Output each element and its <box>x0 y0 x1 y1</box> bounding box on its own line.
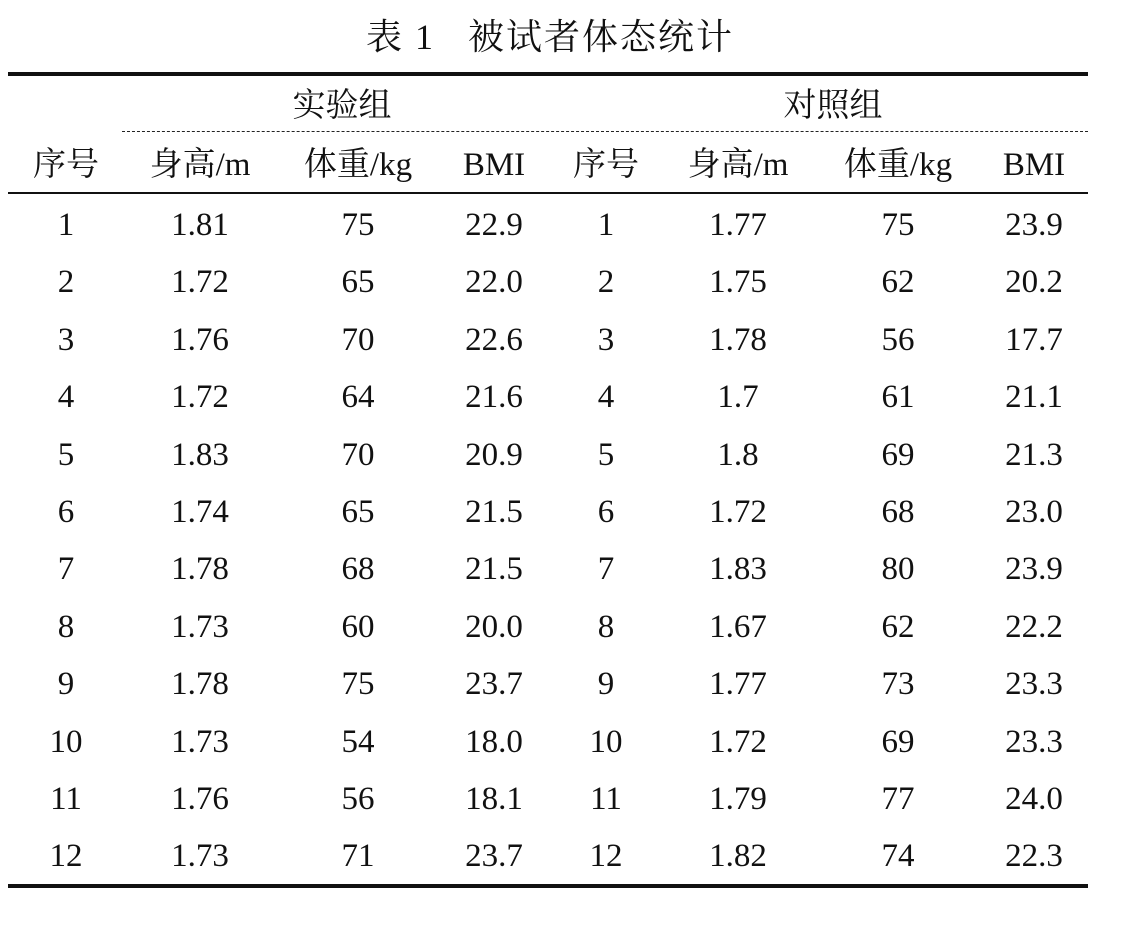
cell-exp-bmi: 20.9 <box>465 436 523 473</box>
table-row <box>0 540 1136 597</box>
table-row <box>0 368 1136 425</box>
cell-exp-weight: 70 <box>341 321 375 358</box>
column-header-ctrl-weight: 体重/kg <box>843 147 953 183</box>
cell-exp-weight: 70 <box>341 436 375 473</box>
cell-ctrl-index: 12 <box>589 838 623 875</box>
cell-ctrl-bmi: 23.9 <box>1005 207 1063 243</box>
cell-exp-bmi: 18.0 <box>465 723 523 760</box>
cell-exp-height: 1.81 <box>171 207 229 243</box>
cell-exp-index: 8 <box>57 608 75 645</box>
cell-ctrl-height: 1.67 <box>709 608 767 645</box>
cell-exp-index: 11 <box>50 780 82 817</box>
cell-exp-bmi: 21.5 <box>465 551 523 588</box>
table-row <box>0 598 1136 655</box>
cell-ctrl-index: 9 <box>597 666 615 703</box>
column-header-exp-bmi: BMI <box>462 147 526 183</box>
table-row <box>0 426 1136 483</box>
cell-exp-index: 7 <box>57 551 75 588</box>
cell-exp-weight: 75 <box>341 207 375 243</box>
cell-exp-height: 1.73 <box>171 608 229 645</box>
cell-exp-height: 1.76 <box>171 780 229 817</box>
table-row <box>0 827 1136 884</box>
cell-ctrl-bmi: 23.3 <box>1005 723 1063 760</box>
cell-exp-weight: 68 <box>341 551 375 588</box>
cell-exp-bmi: 18.1 <box>465 780 523 817</box>
cell-ctrl-bmi: 17.7 <box>1005 321 1063 358</box>
cell-exp-bmi: 22.6 <box>465 321 523 358</box>
cell-ctrl-index: 11 <box>590 780 622 817</box>
cell-exp-weight: 65 <box>341 493 375 530</box>
cell-ctrl-bmi: 21.3 <box>1005 436 1063 473</box>
cell-ctrl-index: 7 <box>597 551 615 588</box>
cell-exp-bmi: 23.7 <box>465 666 523 703</box>
cell-exp-height: 1.72 <box>171 264 229 301</box>
table-row <box>0 770 1136 827</box>
cell-ctrl-weight: 68 <box>881 493 915 530</box>
cell-ctrl-bmi: 22.2 <box>1005 608 1063 645</box>
cell-ctrl-weight: 61 <box>881 379 915 416</box>
table-row <box>0 311 1136 368</box>
cell-ctrl-height: 1.8 <box>717 436 759 473</box>
cell-ctrl-height: 1.77 <box>709 207 767 243</box>
cell-ctrl-height: 1.82 <box>709 838 767 875</box>
cell-ctrl-weight: 69 <box>881 436 915 473</box>
cell-ctrl-index: 5 <box>597 436 615 473</box>
cell-ctrl-index: 4 <box>597 379 615 416</box>
column-header-ctrl-index: 序号 <box>573 147 639 183</box>
cell-exp-weight: 75 <box>341 666 375 703</box>
cell-ctrl-height: 1.83 <box>709 551 767 588</box>
cell-ctrl-weight: 56 <box>881 321 915 358</box>
cell-exp-bmi: 23.7 <box>465 838 523 875</box>
cell-ctrl-weight: 75 <box>881 207 915 243</box>
group-header-experimental: 实验组 <box>292 88 392 124</box>
cell-exp-bmi: 21.5 <box>465 493 523 530</box>
cell-exp-height: 1.83 <box>171 436 229 473</box>
cell-exp-index: 9 <box>57 666 75 703</box>
cell-ctrl-bmi: 23.9 <box>1005 551 1063 588</box>
cell-ctrl-weight: 73 <box>881 666 915 703</box>
column-header-exp-height: 身高/m <box>149 147 251 183</box>
cell-exp-weight: 56 <box>341 780 375 817</box>
cell-exp-weight: 71 <box>341 838 375 875</box>
cell-exp-height: 1.76 <box>171 321 229 358</box>
cell-ctrl-weight: 80 <box>881 551 915 588</box>
table-row <box>0 713 1136 770</box>
cell-exp-index: 2 <box>57 264 75 301</box>
table-row <box>0 655 1136 712</box>
cell-ctrl-height: 1.78 <box>709 321 767 358</box>
cell-exp-height: 1.74 <box>171 493 229 530</box>
cell-ctrl-weight: 62 <box>881 264 915 301</box>
table-row <box>0 483 1136 540</box>
cell-exp-weight: 65 <box>341 264 375 301</box>
cell-ctrl-height: 1.7 <box>717 379 759 416</box>
cell-exp-bmi: 20.0 <box>465 608 523 645</box>
cell-ctrl-bmi: 24.0 <box>1005 780 1063 817</box>
cell-ctrl-index: 6 <box>597 493 615 530</box>
table-header-rule <box>8 192 1088 194</box>
cell-ctrl-index: 1 <box>597 207 615 243</box>
cell-ctrl-bmi: 20.2 <box>1005 264 1063 301</box>
cell-ctrl-weight: 69 <box>881 723 915 760</box>
cell-exp-height: 1.73 <box>171 723 229 760</box>
cell-exp-index: 5 <box>57 436 75 473</box>
cell-exp-weight: 54 <box>341 723 375 760</box>
column-header-row <box>0 138 1136 192</box>
cell-exp-weight: 60 <box>341 608 375 645</box>
cell-exp-index: 12 <box>49 838 83 875</box>
cell-ctrl-height: 1.79 <box>709 780 767 817</box>
cell-ctrl-weight: 74 <box>881 838 915 875</box>
cell-exp-index: 4 <box>57 379 75 416</box>
cell-exp-height: 1.78 <box>171 551 229 588</box>
cell-ctrl-bmi: 23.3 <box>1005 666 1063 703</box>
column-header-ctrl-height: 身高/m <box>687 147 789 183</box>
table-bottom-rule <box>8 884 1088 888</box>
table-caption: 表 1 被试者体态统计 <box>365 17 734 57</box>
cell-ctrl-bmi: 21.1 <box>1005 379 1063 416</box>
table-row <box>0 253 1136 310</box>
cell-ctrl-index: 3 <box>597 321 615 358</box>
cell-ctrl-height: 1.72 <box>709 493 767 530</box>
cell-exp-index: 3 <box>57 321 75 358</box>
column-header-exp-weight: 体重/kg <box>303 147 413 183</box>
cell-ctrl-bmi: 23.0 <box>1005 493 1063 530</box>
cell-exp-height: 1.72 <box>171 379 229 416</box>
cell-ctrl-height: 1.75 <box>709 264 767 301</box>
cell-ctrl-weight: 62 <box>881 608 915 645</box>
cell-ctrl-height: 1.77 <box>709 666 767 703</box>
cell-exp-bmi: 21.6 <box>465 379 523 416</box>
cell-exp-index: 10 <box>49 723 83 760</box>
cell-exp-height: 1.78 <box>171 666 229 703</box>
table-row <box>0 196 1136 253</box>
cell-exp-weight: 64 <box>341 379 375 416</box>
column-header-ctrl-bmi: BMI <box>1002 147 1066 183</box>
cell-ctrl-bmi: 22.3 <box>1005 838 1063 875</box>
cell-ctrl-weight: 77 <box>881 780 915 817</box>
table-body <box>0 196 1136 885</box>
cell-exp-index: 6 <box>57 493 75 530</box>
group-header-divider <box>122 131 1088 132</box>
cell-exp-bmi: 22.9 <box>465 207 523 243</box>
cell-exp-index: 1 <box>57 207 75 243</box>
cell-exp-height: 1.73 <box>171 838 229 875</box>
group-header-control: 对照组 <box>783 88 883 124</box>
cell-ctrl-index: 10 <box>589 723 623 760</box>
column-header-exp-index: 序号 <box>33 147 99 183</box>
cell-ctrl-height: 1.72 <box>709 723 767 760</box>
cell-ctrl-index: 2 <box>597 264 615 301</box>
cell-ctrl-index: 8 <box>597 608 615 645</box>
table-top-rule <box>8 72 1088 76</box>
cell-exp-bmi: 22.0 <box>465 264 523 301</box>
